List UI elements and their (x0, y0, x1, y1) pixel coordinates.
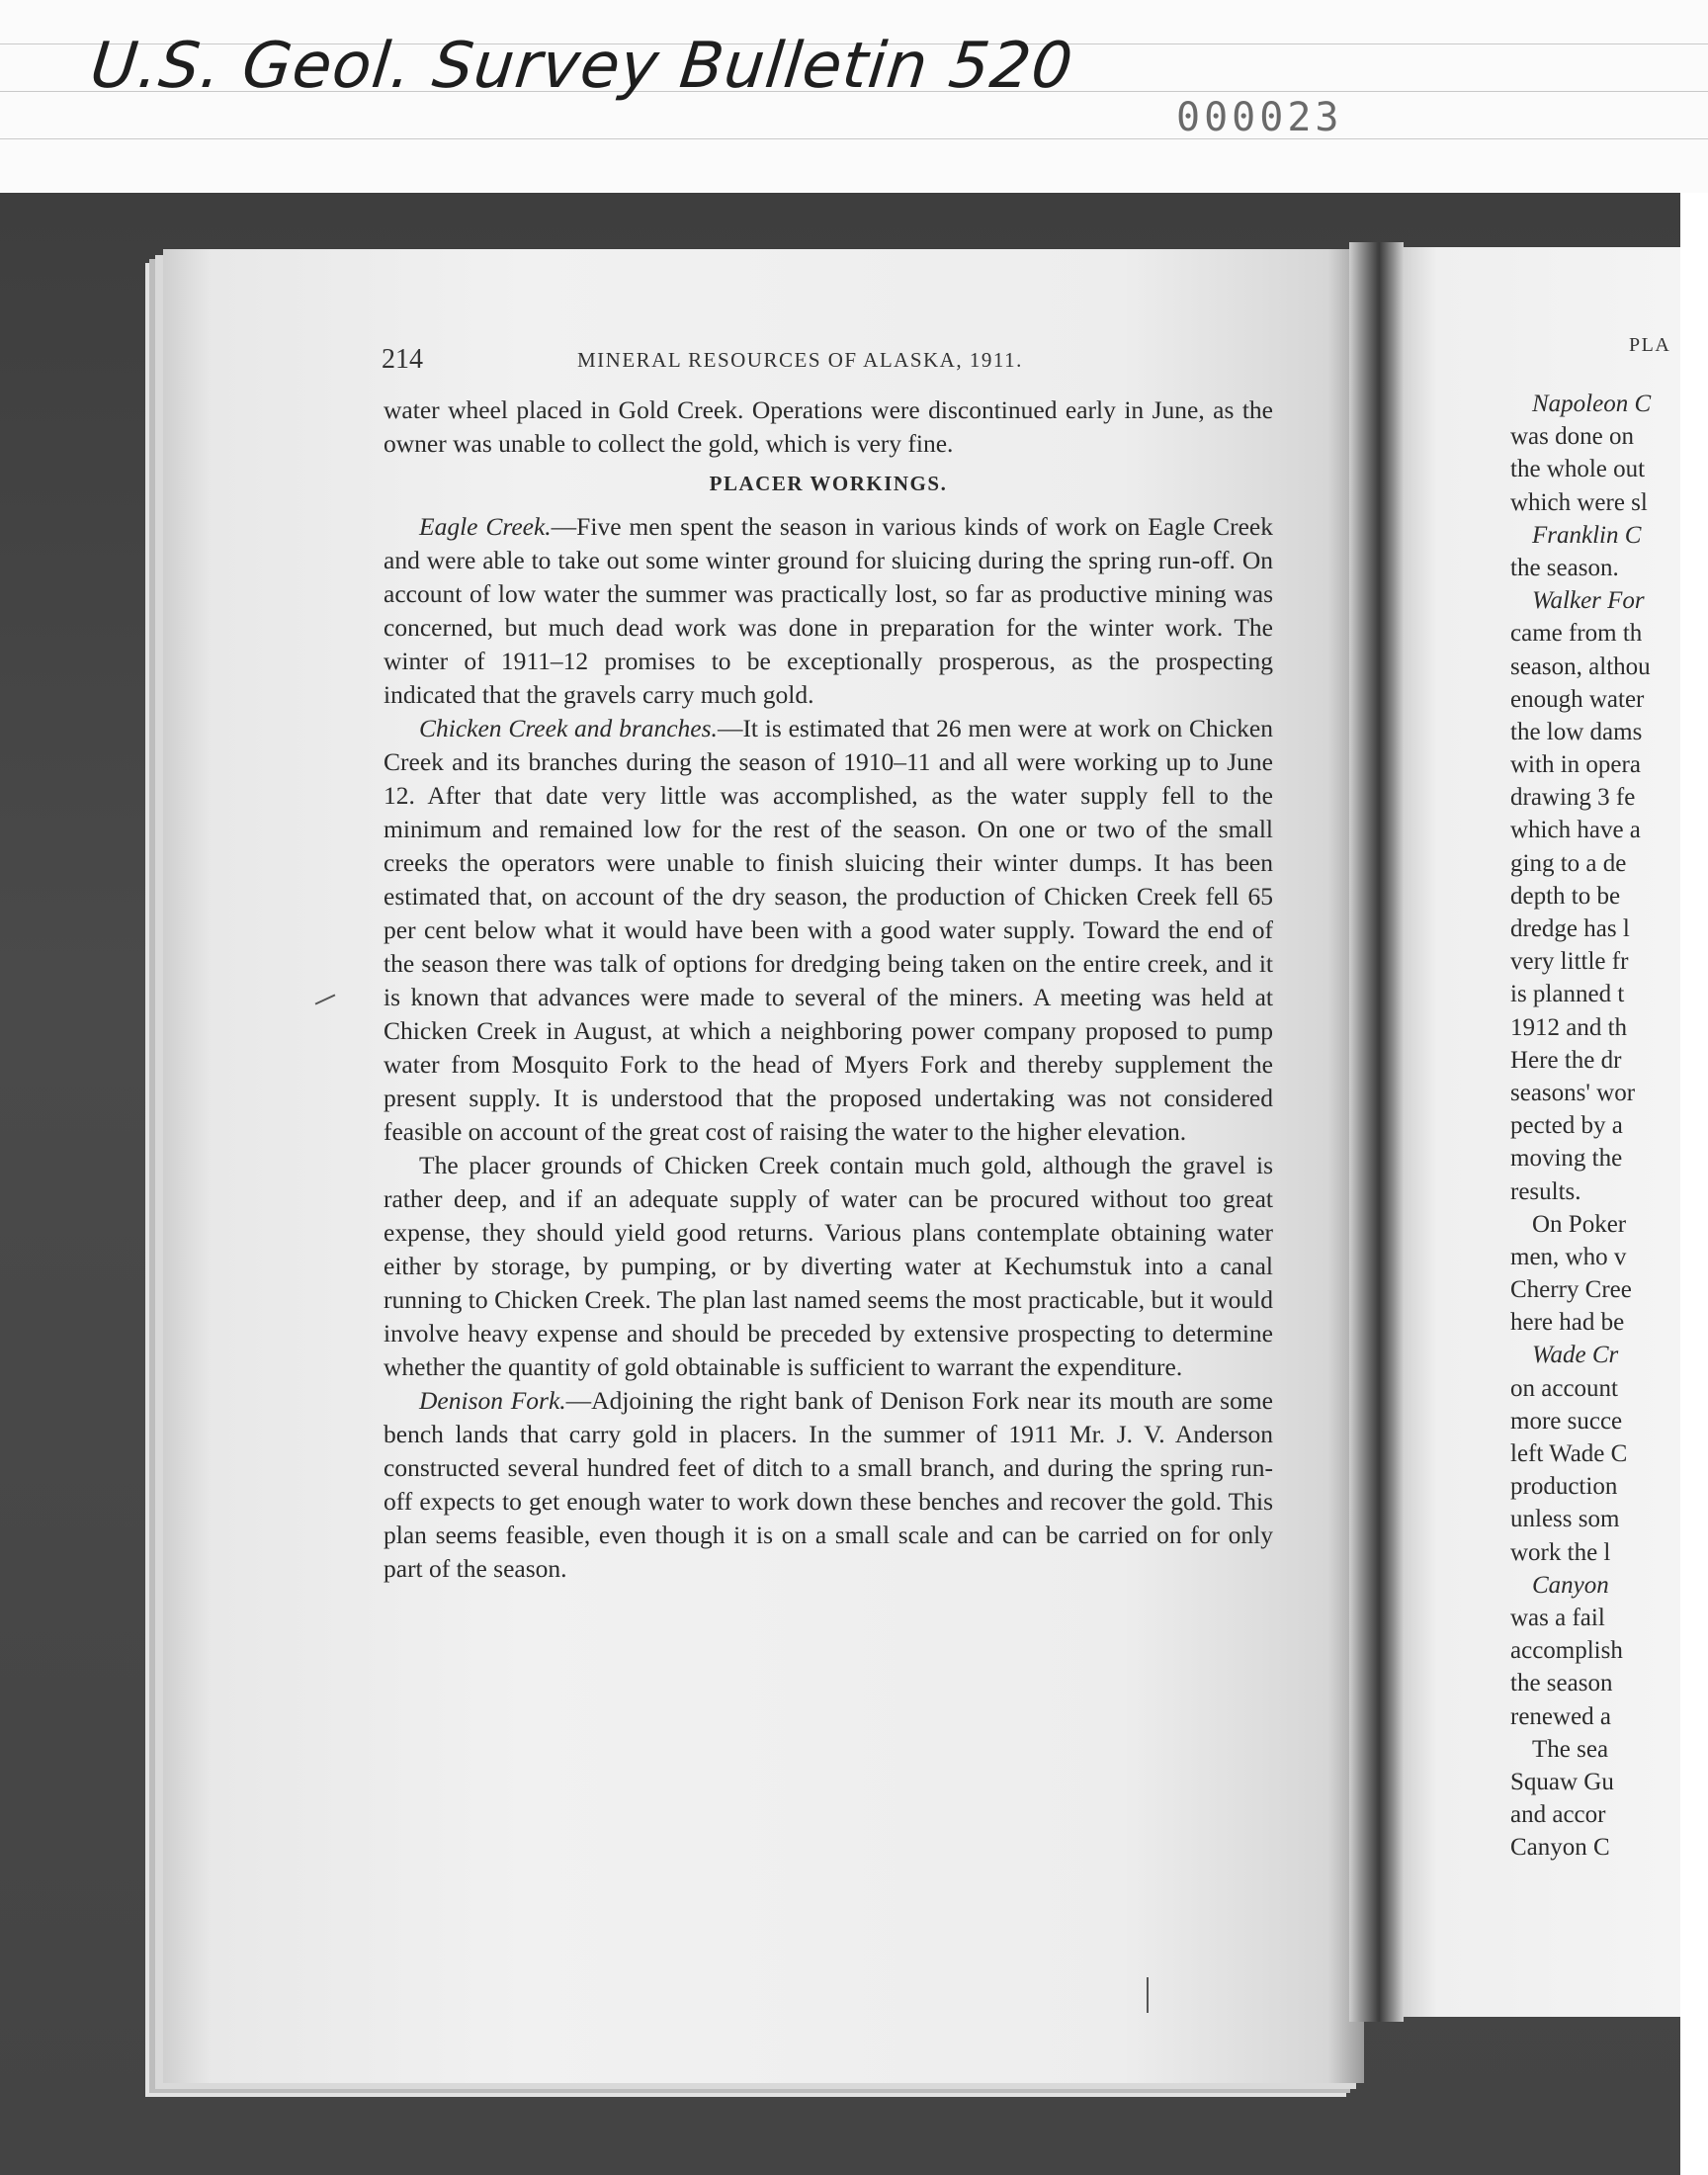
chicken-creek-text: —It is estimated that 26 men were at work on Chicken Creek and its branches during the season of 1910–11 and all were working up to June 12. After that date very little was accomplished, as the water supply fell to the minimum and remained low for the rest of the season. On one or two of the small creeks the operators were unable to finish sluicing their winter dumps. It has been estimated that, on account of the dry season, the production of Chicken Creek fell 65 per cent below what it would have been with a good water supply. Toward the end of the season there was talk of options for dredging being taken on the entire creek, and it is known that advances were made to several of the miners. A meeting was held at Chicken Creek in August, at which a neighboring power company proposed to pump water from Mosquito Fork to the head of Myers Fork and thereby supplement the present supply. It is understood that the proposed undertaking was not considered feasible on account of the great cost of raising the water to the higher elevation. (384, 714, 1273, 1146)
right-page-text (1510, 388, 1686, 1864)
strip-rule (0, 138, 1708, 139)
right-page-line: Cherry Cree (1510, 1276, 1632, 1304)
right-page-line: production (1510, 1473, 1618, 1501)
right-page-line: accomplish (1510, 1637, 1623, 1665)
running-head-title: MINERAL RESOURCES OF ALASKA, 1911. (577, 348, 1023, 372)
eagle-creek-lead: Eagle Creek. (419, 512, 552, 541)
right-page-line: the low dams (1510, 718, 1643, 745)
denison-fork-lead: Denison Fork. (419, 1386, 566, 1415)
right-page-line: drawing 3 fe (1510, 784, 1636, 812)
eagle-creek-text: —Five men spent the season in various kinds of work on Eagle Creek and were able to take out some winter ground for sluicing during the spring run-off. On account of low water the summer was practically lost, so far as productive mining was concerned, but much dead work was done in preparation for the winter work. The winter of 1911–12 promises to be exceptionally prosperous, as the prospecting indicated that the gravels carry much gold. (384, 512, 1274, 709)
right-page-line: Walker For (1532, 587, 1645, 615)
right-page-line: ging to a de (1510, 849, 1627, 877)
right-page-line: enough water (1510, 685, 1645, 713)
page-number: 214 (382, 344, 423, 375)
right-page-line: On Poker (1532, 1210, 1627, 1238)
right-page-line: Canyon (1532, 1571, 1609, 1599)
right-page-line: unless som (1510, 1506, 1620, 1533)
right-page-line: season, althou (1510, 652, 1651, 680)
right-page-line: here had be (1510, 1309, 1625, 1337)
left-page-body (384, 393, 1273, 1586)
book-spine (1349, 242, 1404, 2022)
right-page-line: the season. (1510, 554, 1619, 581)
right-page-line: which have a (1510, 817, 1641, 844)
right-page-line: depth to be (1510, 882, 1621, 910)
right-page-line: came from th (1510, 620, 1643, 648)
eagle-creek-paragraph (384, 510, 1273, 712)
right-running-head: PLA (1629, 334, 1671, 356)
right-page-line: the season (1510, 1670, 1613, 1697)
handwritten-citation: U.S. Geol. Survey Bulletin 520 (87, 30, 1077, 103)
right-page-line: Wade Cr (1532, 1342, 1619, 1369)
right-page-line: was done on (1510, 423, 1634, 451)
denison-fork-text: —Adjoining the right bank of Denison Fork near its mouth are some bench lands that carry gold in placers. In the summer of 1911 Mr. J. V. Anderson constructed several hundred feet of ditch to a small branch, and during the spring run-off expects to get enough water to work down these benches and recover the gold. This plan seems feasible, even though it is on a small scale and can be carried on for only part of the season. (384, 1386, 1273, 1583)
opening-paragraph: water wheel placed in Gold Creek. Operations were discontinued early in June, as the owner was unable to collect the gold, which is very fine. (384, 395, 1273, 458)
right-page-line: results. (1510, 1177, 1581, 1205)
right-page-line: Napoleon C (1532, 391, 1652, 417)
right-page-line: and accor (1510, 1801, 1606, 1829)
right-page-line: more succe (1510, 1407, 1623, 1435)
scan-mark (1147, 1977, 1149, 2013)
right-page-line: the whole out (1510, 456, 1646, 483)
right-page-line: moving the (1510, 1145, 1623, 1173)
right-page-line: Franklin C (1532, 521, 1642, 549)
section-heading: PLACER WORKINGS. (709, 472, 948, 495)
right-page-line: dredge has l (1510, 915, 1630, 942)
right-page-line: was a fail (1510, 1604, 1605, 1631)
right-page-line: with in opera (1510, 751, 1641, 779)
right-page-line: seasons' wor (1510, 1079, 1636, 1106)
right-page-line: work the l (1510, 1538, 1611, 1566)
right-page-line: Canyon C (1510, 1834, 1610, 1862)
chicken-creek-paragraph (384, 712, 1273, 1149)
right-page-line: renewed a (1510, 1702, 1612, 1730)
right-page-line: on account (1510, 1374, 1618, 1402)
denison-fork-paragraph (384, 1384, 1273, 1586)
running-head (382, 344, 1283, 378)
right-page-line: men, who v (1510, 1243, 1627, 1270)
right-page-line: Squaw Gu (1510, 1768, 1614, 1795)
annotation-strip (0, 0, 1708, 193)
right-page-line: left Wade C (1510, 1440, 1628, 1467)
right-page-line: is planned t (1510, 981, 1625, 1008)
right-page-line: very little fr (1510, 948, 1629, 976)
chicken-creek-lead: Chicken Creek and branches. (419, 714, 718, 742)
right-page-line: Here the dr (1510, 1046, 1622, 1074)
right-page-line: which were sl (1510, 488, 1648, 516)
placer-grounds-paragraph: The placer grounds of Chicken Creek contain much gold, although the gravel is rather deep, and if an adequate supply of water can be procured without too great expense, they should yield good returns. Various plans contemplate obtaining water either by storage, by pumping, or by diverting water at Kechumstuk into a canal running to Chicken Creek. The plan last named seems the most practicable, but it would involve heavy expense and should be preceded by extensive prospecting to determine whether the quantity of gold obtainable is sufficient to warrant the expenditure. (384, 1151, 1273, 1381)
stamp-number: 000023 (1176, 95, 1343, 140)
right-page-line: pected by a (1510, 1112, 1623, 1140)
right-page-line: 1912 and th (1510, 1013, 1628, 1041)
right-page-line: The sea (1532, 1735, 1609, 1763)
